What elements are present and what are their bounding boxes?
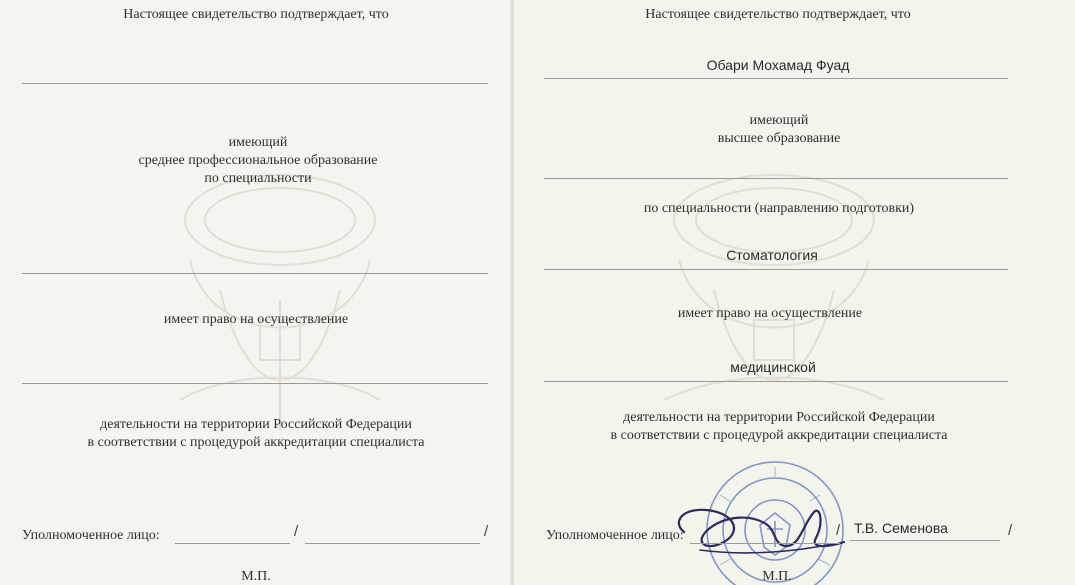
specialty-rule bbox=[22, 273, 488, 274]
right-to-text: имеет право на осуществление bbox=[677, 306, 863, 321]
by-specialty-text: по специальности bbox=[204, 171, 312, 186]
activity-line-2: в соответствии с процедурой аккредитации специалиста bbox=[610, 428, 948, 443]
certifies-text: Настоящее свидетельство подтверждает, что bbox=[645, 7, 911, 22]
education-text: высшее образование bbox=[717, 131, 841, 146]
holder-name: Обари Мохамад Фуад bbox=[706, 57, 850, 73]
separator-slash: / bbox=[484, 523, 489, 540]
education-rule bbox=[544, 178, 1008, 179]
education-text: среднее профессиональное образование bbox=[138, 153, 378, 168]
activity-type-value: медицинской bbox=[730, 359, 816, 375]
signature-rule bbox=[690, 543, 840, 544]
watermark-emblem-left bbox=[150, 150, 410, 450]
signature-rule bbox=[175, 543, 290, 544]
having-text: имеющий bbox=[228, 135, 288, 150]
specialty-value: Стоматология bbox=[726, 247, 818, 263]
activity-rule bbox=[544, 381, 1008, 382]
authorized-label: Уполномоченное лицо: bbox=[546, 528, 684, 543]
seal-label: М.П. bbox=[241, 569, 271, 584]
separator-slash: / bbox=[294, 523, 299, 540]
right-to-text: имеет право на осуществление bbox=[163, 312, 349, 327]
signer-name: Т.В. Семенова bbox=[854, 520, 948, 536]
activity-rule bbox=[22, 383, 488, 384]
left-certificate-page bbox=[0, 0, 514, 585]
separator-slash: / bbox=[1008, 522, 1013, 539]
authorized-label: Уполномоченное лицо: bbox=[22, 528, 160, 543]
handwritten-signature bbox=[654, 490, 854, 570]
certifies-text: Настоящее свидетельство подтверждает, что bbox=[123, 7, 389, 22]
activity-line-1: деятельности на территории Российской Федерации bbox=[100, 417, 412, 432]
right-certificate-page bbox=[514, 0, 1075, 585]
by-specialty-text: по специальности (направлению подготовки) bbox=[643, 201, 915, 216]
watermark-emblem-right bbox=[634, 150, 914, 450]
name-rule bbox=[22, 83, 488, 84]
activity-line-2: в соответствии с процедурой аккредитации специалиста bbox=[87, 435, 425, 450]
having-text: имеющий bbox=[749, 113, 809, 128]
activity-line-1: деятельности на территории Российской Федерации bbox=[623, 410, 935, 425]
seal-label: М.П. bbox=[762, 569, 792, 584]
separator-slash: / bbox=[836, 522, 841, 539]
signer-rule bbox=[850, 540, 1000, 541]
signer-rule bbox=[305, 543, 480, 544]
name-rule bbox=[544, 78, 1008, 79]
specialty-rule bbox=[544, 269, 1008, 270]
